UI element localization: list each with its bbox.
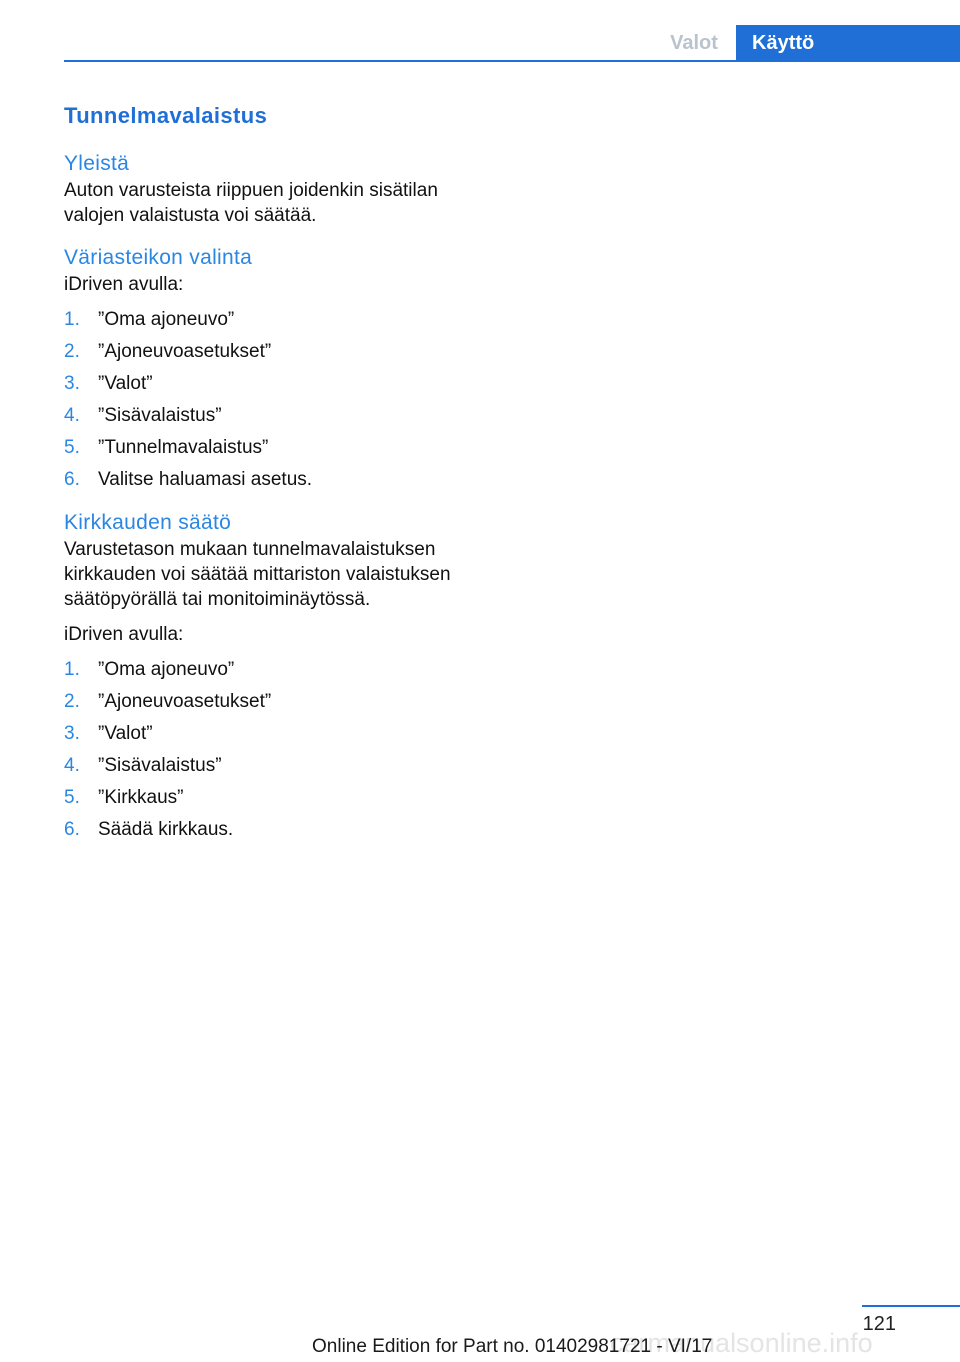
step-text: ”Oma ajoneuvo”: [98, 309, 235, 330]
step-number: 4.: [64, 405, 80, 426]
brightness-intro: iDriven avulla:: [64, 624, 184, 645]
brightness-heading: Kirkkauden säätö: [64, 511, 232, 534]
step-number: 3.: [64, 373, 80, 394]
step-number: 3.: [64, 723, 80, 744]
section-tab[interactable]: Valot: [670, 32, 718, 54]
general-text: Auton varusteista riippuen joidenkin sisätilan valojen valaistusta voi säätää.: [64, 180, 438, 226]
list-item: [64, 339, 484, 371]
page-content: [64, 100, 484, 849]
step-number: 5.: [64, 787, 80, 808]
step-number: 2.: [64, 341, 80, 362]
list-item: [64, 403, 484, 435]
list-item: [64, 753, 484, 785]
edition-footer: Online Edition for Part no. 01402981721 - VI/17: [312, 1336, 713, 1357]
step-text: ”Ajoneuvoasetukset”: [98, 691, 272, 712]
step-text: ”Sisävalaistus”: [98, 405, 222, 426]
page-number: 121: [862, 1313, 896, 1335]
step-text: ”Sisävalaistus”: [98, 755, 222, 776]
step-number: 4.: [64, 755, 80, 776]
list-item: [64, 689, 484, 721]
general-heading: Yleistä: [64, 152, 130, 175]
page-title: Tunnelmavalaistus: [64, 103, 268, 128]
step-number: 6.: [64, 469, 80, 490]
list-item: [64, 371, 484, 403]
list-item: [64, 817, 484, 849]
step-text: Valitse haluamasi asetus.: [98, 469, 313, 490]
step-text: ”Tunnelmavalaistus”: [98, 437, 269, 458]
chapter-tab[interactable]: Käyttö: [736, 25, 960, 62]
watermark: carmanualsonline.info: [610, 1328, 873, 1358]
step-number: 5.: [64, 437, 80, 458]
color-scheme-steps: [64, 307, 484, 499]
step-text: ”Valot”: [98, 723, 153, 744]
color-scheme-heading: Väriasteikon valinta: [64, 246, 253, 269]
brightness-text: Varustetason mukaan tunnelmavalaistuksen kirkkauden voi säätää mittariston valaistuksen säätöpyörällä tai monitoiminäytössä.: [64, 539, 451, 610]
step-text: ”Valot”: [98, 373, 153, 394]
step-text: ”Kirkkaus”: [98, 787, 184, 808]
page-number-rule: [862, 1305, 960, 1307]
step-number: 6.: [64, 819, 80, 840]
step-number: 2.: [64, 691, 80, 712]
step-number: 1.: [64, 659, 80, 680]
color-scheme-intro: iDriven avulla:: [64, 274, 184, 295]
list-item: [64, 435, 484, 467]
list-item: [64, 467, 484, 499]
list-item: [64, 721, 484, 753]
step-text: ”Oma ajoneuvo”: [98, 659, 235, 680]
list-item: [64, 785, 484, 817]
step-number: 1.: [64, 309, 80, 330]
list-item: [64, 307, 484, 339]
step-text: Säädä kirkkaus.: [98, 819, 234, 840]
list-item: [64, 657, 484, 689]
brightness-steps: [64, 657, 484, 849]
step-text: ”Ajoneuvoasetukset”: [98, 341, 272, 362]
